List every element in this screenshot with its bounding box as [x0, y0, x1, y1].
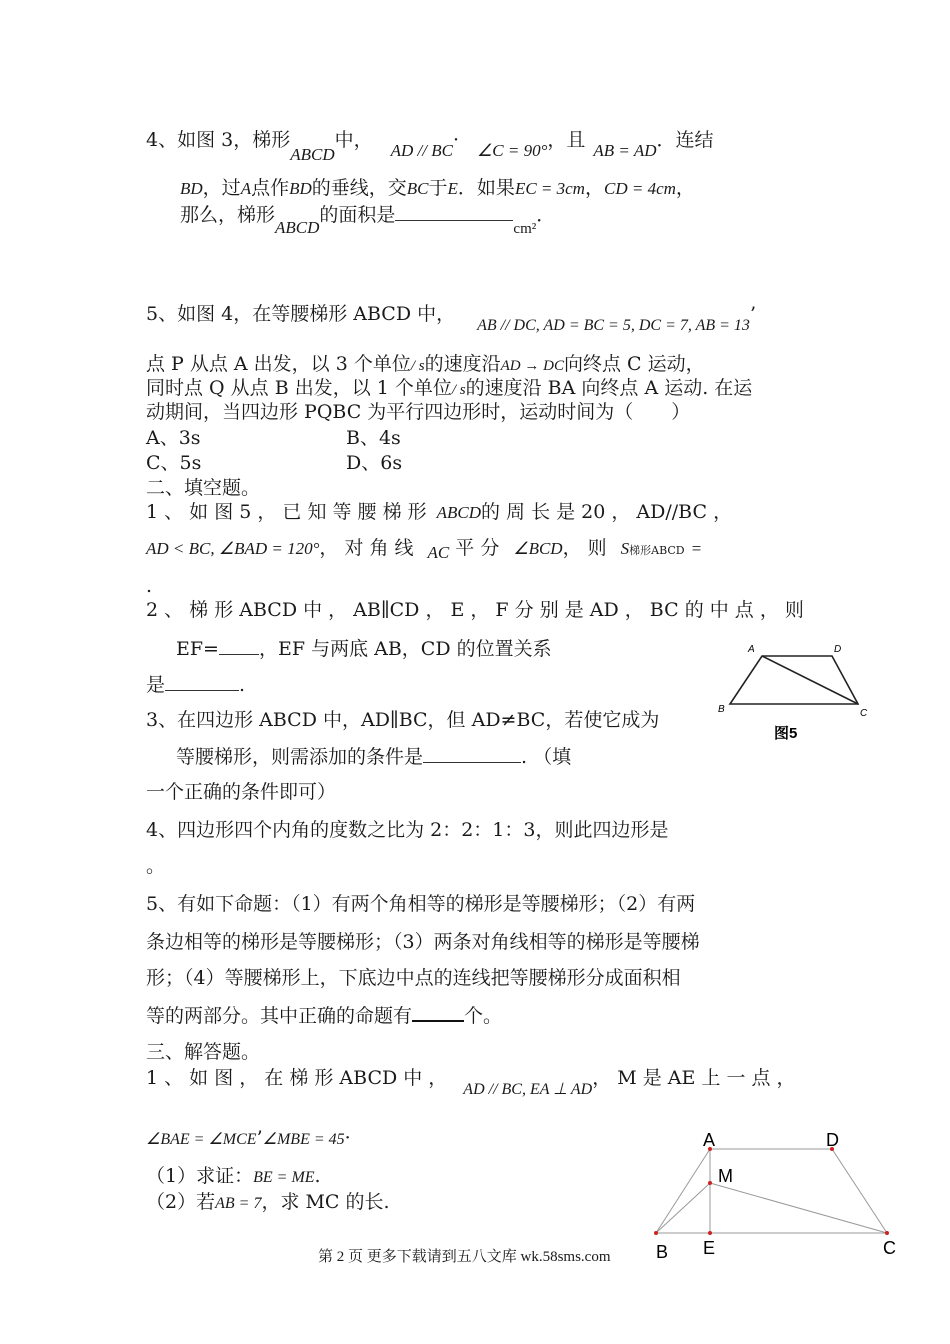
section3-title: 三、解答题。 [146, 1041, 261, 1063]
s3-q1-line2: ∠BAE = ∠MCE’∠MBE = 45· [146, 1127, 351, 1149]
q5-option-d[interactable]: D、6s [346, 452, 403, 474]
fig5-label-c: C [860, 708, 868, 719]
s2-q1-line1: 1 、 如 图 5 ， 已 知 等 腰 梯 形 ABCD的 周 长 是 20 ， AD//BC ， [146, 501, 733, 523]
fig5-trapezoid [730, 656, 858, 704]
fig6-point-e [708, 1231, 712, 1235]
fig6-label-e: E [703, 1238, 716, 1258]
s2-q2-blank-relation[interactable] [165, 672, 239, 691]
s3-q1-part1: （1）求证：BE = ME. [146, 1165, 321, 1187]
s2-q5-line1: 5、有如下命题：（1）有两个角相等的梯形是等腰梯形；（2）有两 [146, 893, 696, 915]
q4-line3: 那么，梯形ABCD的面积是$_{cm^2}$． [180, 204, 556, 237]
q4-line1: 4、如图 3，梯形ABCD中， AD // BC· ∠C = 90°，且 AB = AD．连结 [146, 129, 714, 164]
q4-line2: BD，过A点作BD的垂线，交BC于E．如果EC = 3cm，CD = 4cm， [180, 177, 695, 199]
s2-q4-line2: 。 [146, 855, 166, 877]
s2-q1-dot: . [146, 575, 153, 597]
s2-q5-line4: 等的两部分。其中正确的命题有 个。 [146, 1002, 502, 1028]
fig6-label-d: D [826, 1130, 839, 1150]
figure-trapezoid-m [645, 1128, 910, 1263]
s3-q1-line1: 1 、 如 图 ， 在 梯 形 ABCD 中 ，$_{AD // BC, EA \perp AD}$， M 是 AE 上 一 点 ， [146, 1067, 796, 1098]
s2-q1-line2: AD < BC, ∠BAD = 120°， 对 角 线 AC 平 分 ∠BCD， 则 S梯形ABCD = [146, 537, 703, 562]
page-footer: 第 2 页 更多下载请到五八文库 wk.58sms.com [318, 1249, 611, 1265]
s2-q3-line2: 等腰梯形，则需添加的条件是 . （填 [176, 746, 572, 768]
fig6-label-a: A [703, 1130, 716, 1150]
fig5-diagonal-ac [762, 656, 858, 704]
s2-q5-line3: 形；（4）等腰梯形上，下底边中点的连线把等腰梯形分成面积相 [146, 967, 681, 989]
s2-q3-line1: 3、在四边形 ABCD 中，AD∥BC，但 AD≠BC，若使它成为 [146, 709, 660, 731]
fig6-point-m [708, 1181, 712, 1185]
q5-line4: 动期间，当四边形 PQBC 为平行四边形时，运动时间为（ ） [146, 401, 691, 423]
q5-option-a[interactable]: A、3s [146, 427, 201, 449]
fig5-label-a: A [748, 644, 755, 655]
q4-answer-blank[interactable] [395, 202, 513, 221]
figure-5 [712, 636, 882, 746]
q5-line3: 同时点 Q 从点 B 出发，以 1 个单位/ s的速度沿 BA 向终点 A 运动. 在运 [146, 377, 753, 399]
s2-q2-line3: 是 . [146, 674, 246, 696]
fig6-segment-mc [710, 1183, 887, 1233]
fig5-label-b: B [718, 704, 725, 715]
fig6-label-c: C [883, 1238, 896, 1258]
s2-q3-line3: 一个正确的条件即可） [146, 781, 337, 803]
s2-q2-blank-ef[interactable] [219, 636, 259, 655]
s2-q4-line1: 4、四边形四个内角的度数之比为 2：2：1：3，则此四边形是 [146, 819, 669, 841]
fig6-label-b: B [656, 1242, 669, 1262]
s2-q5-line2: 条边相等的梯形是等腰梯形；（3）两条对角线相等的梯形是等腰梯 [146, 931, 700, 953]
s2-q3-blank[interactable] [423, 744, 521, 763]
fig5-caption: 图5 [774, 725, 798, 742]
fig6-point-c [885, 1231, 889, 1235]
q5-option-c[interactable]: C、5s [146, 452, 202, 474]
fig6-point-b [654, 1231, 658, 1235]
s2-q2-line2: EF= ，EF 与两底 AB，CD 的位置关系 [176, 638, 552, 660]
s3-q1-part2: （2）若AB = 7，求 MC 的长. [146, 1191, 390, 1213]
fig6-label-m: M [718, 1166, 733, 1186]
q5-line1: 5、如图 4，在等腰梯形 ABCD 中，$_{AB // DC, AD = BC = 5, DC = 7, AB = 13}$’ [146, 303, 756, 334]
section2-title: 二、填空题。 [146, 477, 261, 499]
q5-line2: 点 P 从点 A 出发，以 3 个单位/ s的速度沿AD → DC向终点 C 运动， [146, 353, 705, 375]
fig5-label-d: D [834, 644, 842, 655]
q5-option-b[interactable]: B、4s [346, 427, 401, 449]
s2-q5-blank[interactable] [412, 1002, 464, 1022]
fig6-side-dc [832, 1149, 887, 1233]
s2-q2-line1: 2 、 梯 形 ABCD 中 ， AB∥CD ， E ， F 分 别 是 AD ， BC 的 中 点 ， 则 [146, 599, 804, 621]
